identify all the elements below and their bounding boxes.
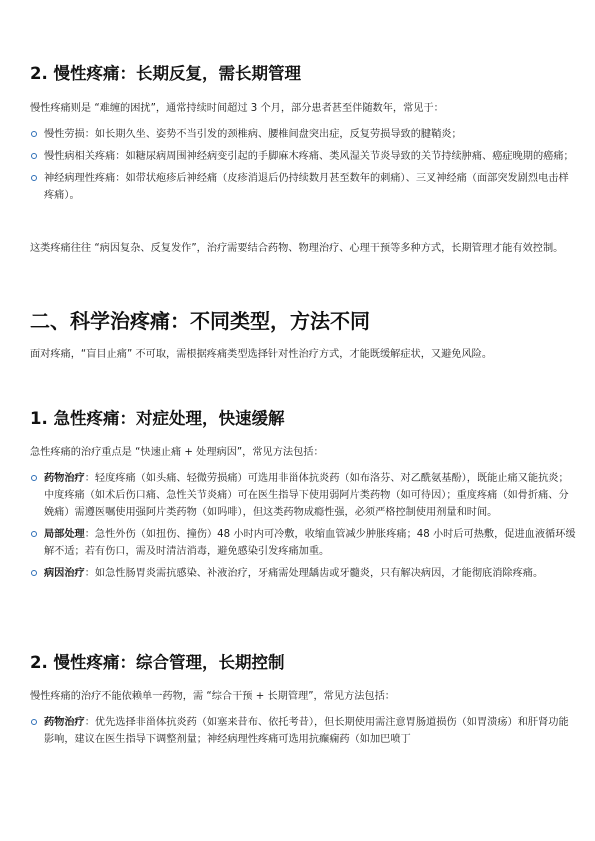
list-item: 慢性病相关疼痛：如糖尿病周围神经病变引起的手脚麻木疼痛、类风湿关节炎导致的关节持续肿痛、癌症晚期的癌痛； [30, 148, 578, 165]
bullet-icon [31, 131, 37, 137]
section-heading-chronic-pain: 2. 慢性疼痛：长期反复，需长期管理 [30, 64, 301, 83]
paragraph-treatment-intro: 面对疼痛，“盲目止痛” 不可取，需根据疼痛类型选择针对性治疗方式，才能既缓解症状，又避免风险。 [30, 349, 493, 360]
paragraph-chronic-treatment-intro: 慢性疼痛的治疗不能依赖单一药物，需 “综合干预 + 长期管理”，常见方法包括： [30, 691, 395, 702]
list-chronic-types [30, 126, 578, 209]
section-heading-acute-treatment: 1. 急性疼痛：对症处理，快速缓解 [30, 409, 285, 428]
list-item: 慢性劳损：如长期久坐、姿势不当引发的颈椎病、腰椎间盘突出症，反复劳损导致的腱鞘炎； [30, 126, 578, 143]
list-chronic-methods [30, 714, 578, 753]
bullet-icon [31, 153, 37, 159]
bullet-icon [31, 175, 37, 181]
bullet-icon [31, 719, 37, 725]
paragraph-chronic-outro: 这类疼痛往往 “病因复杂、反复发作”，治疗需要结合药物、物理治疗、心理干预等多种方式，长期管理才能有效控制。 [30, 243, 564, 254]
bullet-icon [31, 570, 37, 576]
section-heading-chronic-treatment: 2. 慢性疼痛：综合管理，长期控制 [30, 653, 285, 672]
list-item: 药物治疗：轻度疼痛（如头痛、轻微劳损痛）可选用非甾体抗炎药（如布洛芬、对乙酰氨基酚），既能止痛又能抗炎；中度疼痛（如术后伤口痛、急性关节炎痛）可在医生指导下使用弱阿片类药物（如可待因）；重度疼痛（如骨折痛、分娩痛）需遵医嘱使用强阿片类药物（如吗啡），但这类药物成瘾性强，必须严格控制使用剂量和时间。 [30, 470, 578, 521]
bullet-icon [31, 531, 37, 537]
chapter-heading-treatment: 二、科学治疼痛：不同类型，方法不同 [30, 309, 370, 333]
list-acute-methods [30, 470, 578, 587]
bullet-icon [31, 475, 37, 481]
list-item: 病因治疗：如急性肠胃炎需抗感染、补液治疗，牙痛需处理龋齿或牙髓炎，只有解决病因，才能彻底消除疼痛。 [30, 565, 578, 582]
list-item: 神经病理性疼痛：如带状疱疹后神经痛（皮疹消退后仍持续数月甚至数年的刺痛）、三叉神经痛（面部突发剧烈电击样疼痛）。 [30, 170, 578, 204]
paragraph-chronic-intro: 慢性疼痛则是 “难缠的困扰”，通常持续时间超过 3 个月，部分患者甚至伴随数年，常见于： [30, 103, 444, 114]
list-item: 药物治疗：优先选择非甾体抗炎药（如塞来昔布、依托考昔），但长期使用需注意胃肠道损伤（如胃溃疡）和肝肾功能影响，建议在医生指导下调整剂量；神经病理性疼痛可选用抗癫痫药（如加巴喷丁 [30, 714, 578, 748]
list-item: 局部处理：急性外伤（如扭伤、撞伤）48 小时内可冷敷，收缩血管减少肿胀疼痛；48 小时后可热敷，促进血液循环缓解不适；若有伤口，需及时清洁消毒，避免感染引发疼痛加重。 [30, 526, 578, 560]
paragraph-acute-intro: 急性疼痛的治疗重点是 “快速止痛 + 处理病因”，常见方法包括： [30, 447, 324, 458]
